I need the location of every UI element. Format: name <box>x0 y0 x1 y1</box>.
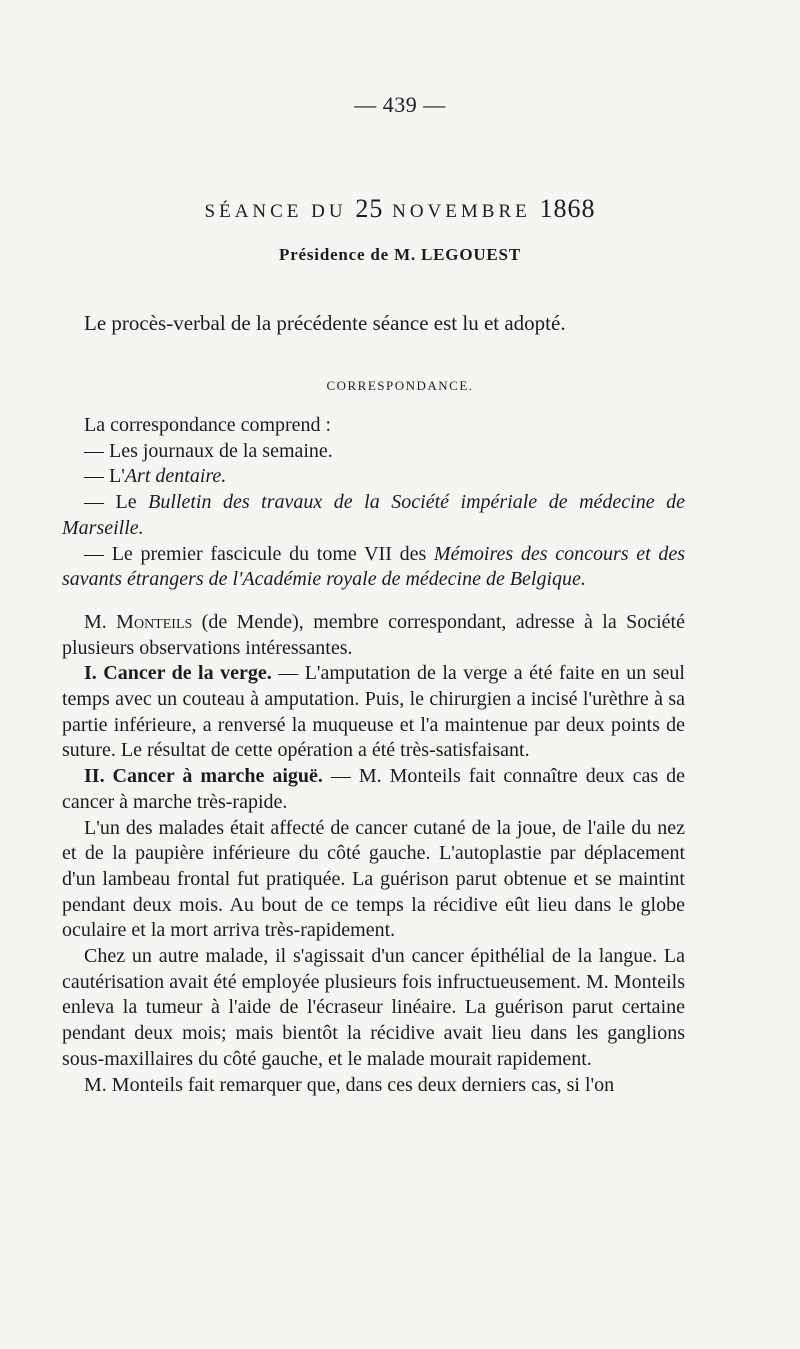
author-name: M. Monteils <box>84 610 193 633</box>
observation-text: — M. Monteils fait connaître deux cas de cancer à marche très-rapide. <box>62 765 686 813</box>
intro-text: (de Mende), membre correspondant, adresse à la Société plusieurs observations intéressantes. <box>62 610 685 659</box>
seance-prefix: SÉANCE DU <box>204 201 356 222</box>
correspondance-item <box>62 542 685 593</box>
seance-day: 25 <box>355 194 384 223</box>
seance-title <box>0 194 800 224</box>
correspondance-item: — Les journaux de la semaine. <box>84 439 333 462</box>
item-prefix: — L' <box>84 465 125 488</box>
proces-verbal: Le procès-verbal de la précédente séance est lu et adopté. <box>84 311 566 335</box>
observation-label: II. Cancer à marche aiguë. <box>84 765 323 788</box>
paragraph: M. Monteils fait remarquer que, dans ces deux derniers cas, si l'on <box>84 1073 615 1096</box>
correspondance-heading: CORRESPONDANCE. <box>326 378 474 393</box>
item-title: Mémoires des concours et des savants étrangers de l'Académie royale de médecine de Belgique. <box>62 542 685 591</box>
seance-month: NOVEMBRE <box>383 201 540 222</box>
spacer <box>62 593 685 610</box>
seance-year: 1868 <box>539 194 596 223</box>
body-text <box>62 413 685 1098</box>
page-number: — 439 — <box>354 92 446 117</box>
observation-1 <box>62 661 685 764</box>
observation-2 <box>62 764 685 815</box>
correspondance-item <box>62 490 685 541</box>
monteils-intro <box>62 610 685 661</box>
observation-text: — L'amputation de la verge a été faite en un seul temps avec un couteau à amputation. Puis, le chirurgien a incisé l'urèthre à sa partie inférieure, a renversé la muqueuse et l'a maintenue par deux points de suture. Le résultat de cette opération a été très-satisfaisant. <box>62 662 685 762</box>
item-prefix: — Le <box>84 491 149 514</box>
paragraph: Chez un autre malade, il s'agissait d'un cancer épithélial de la langue. La cautérisation avait été employée plusieurs fois infructueusement. M. Monteils enleva la tumeur à l'aide de l'écraseur linéaire. La guérison parut certaine pendant deux mois; mais bientôt la récidive avait lieu dans les ganglions sous-maxillaires du côté gauche, et le malade mourait rapidement. <box>62 945 685 1070</box>
correspondance-item <box>62 464 685 490</box>
presidence-line: Présidence de M. LEGOUEST <box>279 245 521 264</box>
correspondance-intro: La correspondance comprend : <box>84 414 332 436</box>
item-prefix: — Le premier fascicule du tome VII des <box>84 542 434 565</box>
observation-label: I. Cancer de la verge. <box>84 662 272 685</box>
paragraph: L'un des malades était affecté de cancer cutané de la joue, de l'aile du nez et de la paupière inférieure du côté gauche. L'autoplastie par déplacement d'un lambeau frontal fut pratiquée. La guérison parut obtenue et se maintint pendant deux mois. Au bout de ce temps la récidive eût lieu dans le globe oculaire et la mort arriva très-rapidement. <box>62 816 685 942</box>
item-title: Bulletin des travaux de la Société impériale de médecine de Marseille. <box>62 491 685 539</box>
item-title: Art dentaire. <box>124 465 227 488</box>
